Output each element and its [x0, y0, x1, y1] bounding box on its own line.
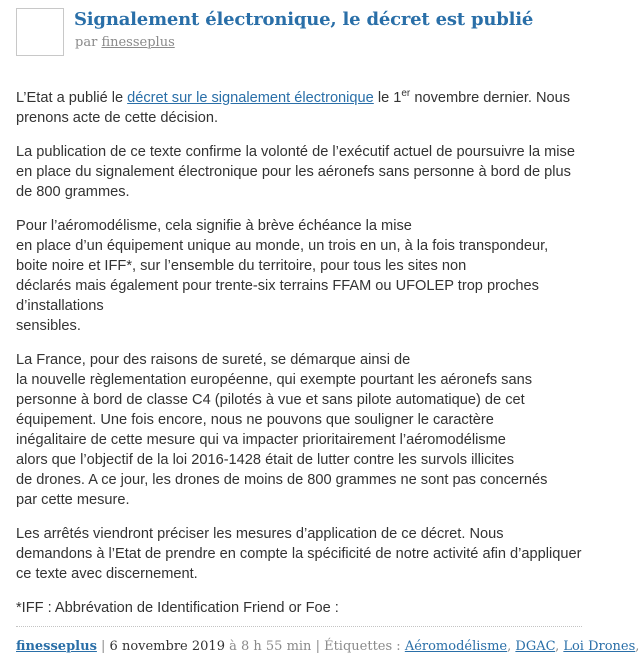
p3-line: déclarés mais également pour trente-six terrains FFAM ou UFOLEP trop proches — [16, 278, 539, 294]
meta-date: 6 novembre 2019 — [109, 639, 225, 654]
tag-link-loi-drones[interactable]: Loi Drones — [563, 639, 636, 654]
paragraph-5: Les arrêtés viendront préciser les mesures d’application de ce décret. Nous demandons à l’Etat de prendre en compte la spécificité de notre activité afin d’appliquer ce texte avec discernement. — [16, 526, 582, 582]
p4-line: personne à bord de classe C4 (pilotés à vue et sans pilote automatique) de cet — [16, 392, 525, 408]
post-meta — [16, 639, 639, 654]
paragraph-1 — [16, 88, 582, 128]
meta-author-link[interactable]: finesseplus — [16, 639, 97, 654]
meta-separator: | — [311, 639, 325, 654]
p3-line: d’installations — [16, 298, 104, 314]
tags-label: Étiquettes : — [324, 639, 405, 654]
p4-line: alors que l’objectif de la loi 2016-1428 était de lutter contre les survols illicites — [16, 452, 515, 468]
p4-line: par cette mesure. — [16, 492, 130, 508]
p3-line: sensibles. — [16, 318, 81, 334]
p1-text-before: L’Etat a publié le — [16, 90, 128, 106]
p3-line: boite noire et IFF*, sur l’ensemble du territoire, pour tous les sites non — [16, 258, 467, 274]
p4-line: la nouvelle règlementation européenne, qui exempte pourtant les aéronefs sans — [16, 372, 532, 388]
post-byline — [75, 35, 175, 50]
paragraph-3 — [16, 216, 582, 336]
meta-separator: | — [96, 639, 110, 654]
p1-text-after: le 1 — [373, 90, 402, 106]
decret-link[interactable]: décret sur le signalement électronique — [127, 90, 374, 106]
p1-text-tail: novembre dernier. Nous prenons acte de cette décision. — [16, 90, 571, 126]
p4-line: La France, pour des raisons de sureté, se démarque ainsi de — [16, 352, 411, 368]
footnote: *IFF : Abbrévation de Identification Friend or Foe : — [16, 600, 339, 616]
tag-comma: , — [555, 639, 564, 654]
meta-time: 8 h 55 min — [240, 639, 312, 654]
paragraph-4 — [16, 350, 582, 510]
p4-line: inégalitaire de cette mesure qui va impacter prioritairement l’aéromodélisme — [16, 432, 506, 448]
p3-line: Pour l’aéromodélisme, cela signifie à brève échéance la mise — [16, 218, 412, 234]
post-title[interactable]: Signalement électronique, le décret est publié — [74, 9, 534, 30]
tag-comma: , — [507, 639, 516, 654]
p4-line: équipement. Une fois encore, nous ne pouvons que souligner le caractère — [16, 412, 494, 428]
byline-prefix: par — [75, 35, 98, 50]
tag-comma — [635, 639, 639, 654]
meta-divider — [16, 626, 582, 627]
tag-link-aeromodelisme[interactable]: Aéromodélisme — [404, 639, 508, 654]
tag-link-dgac[interactable]: DGAC — [515, 639, 556, 654]
paragraph-2: La publication de ce texte confirme la volonté de l’exécutif actuel de poursuivre la mise en place du signalement électronique pour les aéronefs sans personne à bord de plus de 800 grammes. — [16, 144, 575, 200]
author-avatar[interactable] — [16, 8, 64, 56]
p4-line: de drones. A ce jour, les drones de moins de 800 grammes ne sont pas concernés — [16, 472, 548, 488]
byline-author-link[interactable]: finesseplus — [101, 35, 175, 50]
p3-line: en place d’un équipement unique au monde, un trois en un, à la fois transpondeur, — [16, 238, 549, 254]
p1-superscript: er — [401, 88, 411, 99]
post-content — [16, 88, 582, 632]
meta-time-prefix: à — [224, 639, 241, 654]
